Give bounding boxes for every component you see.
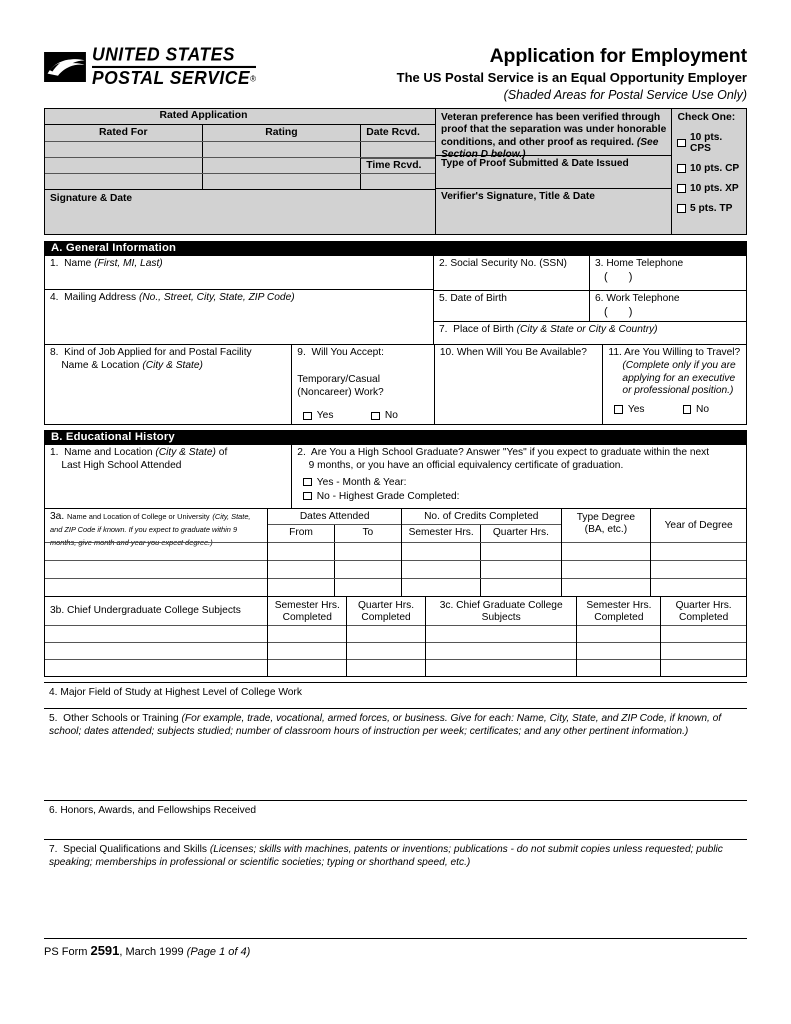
- item8-line1: Kind of Job Applied for and Postal Facility: [64, 347, 252, 358]
- checkbox-10pts-cps[interactable]: [672, 132, 746, 154]
- college-name-input-3[interactable]: [45, 578, 267, 596]
- item5-hint: (For example, trade, vocational, armed forces, or business. Give for each: Name, City, State, and ZIP Code, if known, of school; dates attended; subjects studied; number of classroom hours of instruction per week; certificates; and any other pertinent information.): [49, 713, 722, 737]
- col-rating: Rating: [203, 125, 362, 141]
- type-degree-input-1[interactable]: [562, 542, 651, 560]
- item11-no-option[interactable]: [683, 404, 710, 415]
- signature-date-field[interactable]: [45, 190, 435, 234]
- col-undergrad-quarter: [347, 597, 426, 676]
- checkbox-10pts-xp[interactable]: [672, 183, 746, 194]
- item9-label: Will You Accept:: [311, 347, 384, 358]
- item6-label: 6. Honors, Awards, and Fellowships Received: [49, 805, 257, 816]
- item11-yesno-group: [603, 404, 746, 415]
- checkbox-icon[interactable]: [677, 204, 686, 213]
- item4-hint: (No., Street, City, State, ZIP Code): [138, 292, 295, 303]
- item9-number: 9.: [297, 347, 306, 358]
- veteran-note-section-ref: (See Section D below.): [441, 136, 659, 160]
- field-ssn[interactable]: [434, 256, 590, 290]
- graduate-semester-input-1[interactable]: [577, 625, 660, 642]
- b-item1-line1b: of: [218, 447, 228, 458]
- to-input-3[interactable]: [335, 579, 401, 596]
- col-rated-for: Rated For: [45, 125, 203, 141]
- page-header: [44, 40, 747, 108]
- item7-hint: (Licenses; skills with machines, patents or inventions; publications - do not submit copies unless requested; public speaking; memberships in professional or scientific societies; typing or shorthand speed, etc.): [49, 844, 723, 868]
- item3-label: 3. Home Telephone: [595, 258, 684, 269]
- checkbox-icon[interactable]: [303, 412, 312, 421]
- col-to: To: [362, 527, 374, 538]
- col-graduate-quarter: [661, 597, 746, 676]
- page-subtitle: The US Postal Service is an Equal Opportunity Employer: [396, 70, 747, 86]
- table-college-subjects-3b-3c: [44, 597, 747, 677]
- graduate-subject-input-1[interactable]: [426, 625, 577, 642]
- item8-hint: (City & State): [142, 359, 203, 371]
- eagle-icon: [44, 52, 86, 82]
- field-will-you-accept[interactable]: [292, 345, 435, 424]
- form-footer: [44, 938, 747, 958]
- graduate-semester-line2: Completed: [594, 612, 644, 624]
- item9-no-label: No: [384, 410, 398, 422]
- graduate-semester-input-2[interactable]: [577, 642, 660, 659]
- check-one-label: Check One:: [677, 112, 736, 123]
- veteran-preference-block: [436, 109, 672, 234]
- field-willing-to-travel[interactable]: [603, 345, 746, 424]
- rated-for-input-2[interactable]: [45, 158, 203, 173]
- year-of-degree-header: Year of Degree: [664, 520, 733, 531]
- item6-label: 6. Work Telephone: [595, 293, 680, 304]
- b-item2-no-label: No - Highest Grade Completed:: [316, 490, 460, 502]
- checkbox-icon[interactable]: [677, 184, 686, 193]
- item7-number: 7.: [439, 324, 448, 335]
- to-input-1[interactable]: [335, 543, 401, 560]
- item4-number: 4.: [50, 292, 59, 303]
- semester-hrs-input-1[interactable]: [402, 543, 481, 560]
- graduate-quarter-input-2[interactable]: [661, 642, 746, 659]
- item11-yes-option[interactable]: [614, 404, 644, 415]
- graduate-semester-input-3[interactable]: [577, 659, 660, 676]
- item2-label: 2. Social Security No. (SSN): [439, 258, 567, 269]
- item3b-label: 3b. Chief Undergraduate College Subjects: [50, 604, 241, 616]
- b-item2-no-option[interactable]: [292, 491, 746, 502]
- item9-no-option[interactable]: [371, 410, 398, 421]
- quarter-hrs-input-2[interactable]: [481, 561, 560, 578]
- item11-number: 11.: [608, 347, 622, 358]
- graduate-quarter-line1: Quarter Hrs.: [675, 600, 732, 611]
- quarter-hrs-input-3[interactable]: [481, 579, 560, 596]
- type-of-proof-field[interactable]: [436, 156, 671, 189]
- undergrad-quarter-line1: Quarter Hrs.: [358, 600, 415, 611]
- year-of-degree-input-3[interactable]: [651, 578, 746, 596]
- item1-number: 1.: [50, 258, 59, 269]
- item9-line2: (Noncareer) Work?: [297, 386, 384, 398]
- from-input-3[interactable]: [268, 579, 334, 596]
- field-major-field-of-study[interactable]: [44, 682, 747, 708]
- undergrad-semester-line2: Completed: [282, 612, 332, 624]
- item7-label: Place of Birth: [453, 324, 514, 335]
- from-input-2[interactable]: [268, 561, 334, 578]
- checkbox-10pts-cps-label: 10 pts. CPS: [689, 132, 723, 154]
- graduate-semester-line1: Semester Hrs.: [586, 600, 652, 611]
- item3c-header: 3c. Chief Graduate College Subjects: [439, 600, 563, 624]
- graduate-subject-input-3[interactable]: [426, 659, 577, 676]
- from-input-1[interactable]: [268, 543, 334, 560]
- graduate-quarter-line2: Completed: [678, 612, 729, 624]
- row-section-b-1: [44, 445, 747, 509]
- table-college-3a: [44, 509, 747, 597]
- undergrad-quarter-input-1[interactable]: [347, 625, 425, 642]
- col-quarter-hrs: Quarter Hrs.: [492, 527, 549, 538]
- col-graduate-semester: [577, 597, 661, 676]
- b-item2-line2: 9 months, or you have an official equivalency certificate of graduation.: [308, 459, 624, 471]
- item1-hint: (First, MI, Last): [94, 258, 163, 269]
- col-semester-hrs: Semester Hrs.: [402, 525, 481, 542]
- semester-hrs-input-2[interactable]: [402, 561, 481, 578]
- item9-yes-option[interactable]: [303, 410, 333, 421]
- undergrad-quarter-input-2[interactable]: [347, 642, 425, 659]
- item11-label: Are You Willing to Travel?: [624, 347, 741, 358]
- item8-line2: Name & Location: [61, 359, 140, 371]
- checkbox-icon[interactable]: [371, 412, 380, 421]
- footer-date: , March 1999: [119, 946, 184, 958]
- undergrad-semester-header: [268, 597, 346, 625]
- item5-number: 5.: [49, 713, 58, 724]
- col-from: From: [268, 525, 334, 542]
- b-item2-number: 2.: [297, 447, 306, 458]
- field-when-available[interactable]: [435, 345, 604, 424]
- item5-label: Other Schools or Training: [63, 713, 179, 724]
- col-undergrad-semester: [268, 597, 347, 676]
- type-degree-header: [562, 509, 651, 542]
- field-kind-of-job[interactable]: [45, 345, 292, 424]
- item9-line1: Temporary/Casual: [297, 373, 380, 385]
- col-college-name-header: [45, 509, 267, 547]
- year-of-degree-input-1[interactable]: [651, 542, 746, 560]
- rating-input-3[interactable]: [203, 174, 362, 189]
- checkbox-icon[interactable]: [683, 405, 692, 414]
- registered-mark-icon: ®: [250, 73, 257, 84]
- college-name-input-2[interactable]: [45, 560, 267, 578]
- form-sheet: [44, 40, 747, 958]
- check-one-block: [672, 109, 746, 234]
- dates-attended-header: Dates Attended: [268, 509, 401, 525]
- rated-application-left: [45, 109, 436, 234]
- section-a-right: [434, 256, 746, 344]
- checkbox-10pts-xp-label: 10 pts. XP: [689, 183, 739, 194]
- home-phone-parens: ( ): [604, 270, 642, 283]
- field-honors-awards[interactable]: [44, 800, 747, 839]
- col-year-of-degree: [651, 509, 746, 596]
- section-a-body: [44, 256, 747, 345]
- field-home-telephone[interactable]: [590, 256, 746, 290]
- undergrad-semester-input-2[interactable]: [268, 642, 346, 659]
- undergrad-subject-input-1[interactable]: [45, 625, 267, 642]
- b-item1-number: 1.: [50, 447, 59, 458]
- item7-label: Special Qualifications and Skills: [63, 844, 208, 855]
- item10-label: 10. When Will You Be Available?: [439, 347, 587, 358]
- checkbox-10pts-cp-label: 10 pts. CP: [689, 163, 740, 174]
- section-a-left: [45, 256, 434, 344]
- undergrad-subject-input-2[interactable]: [45, 642, 267, 659]
- undergrad-semester-input-3[interactable]: [268, 659, 346, 676]
- graduate-subject-input-2[interactable]: [426, 642, 577, 659]
- col-dates-attended: [268, 509, 402, 596]
- to-input-2[interactable]: [335, 561, 401, 578]
- item3a-number: 3a.: [50, 511, 65, 522]
- veteran-note-text: Veteran preference has been verified through proof that the separation was under honorable conditions, and other proof as required.: [441, 112, 667, 148]
- veteran-note: [436, 109, 671, 160]
- undergrad-quarter-header: [347, 597, 425, 625]
- field-high-school-graduate[interactable]: [292, 445, 746, 508]
- col-undergrad-subjects: [45, 597, 268, 676]
- header-titles: [397, 40, 747, 104]
- type-degree-line2: (BA, etc.): [584, 524, 628, 536]
- item3a-label: Name and Location of College or University: [67, 512, 210, 521]
- time-rcvd-input[interactable]: [361, 174, 435, 189]
- item5-label: 5. Date of Birth: [439, 293, 507, 304]
- checkbox-5pts-tp-label: 5 pts. TP: [689, 203, 733, 214]
- verifier-signature-field[interactable]: [436, 189, 671, 234]
- usps-wordmark: [92, 43, 257, 88]
- graduate-semester-header: [577, 597, 660, 625]
- checkbox-10pts-cp[interactable]: [672, 163, 746, 174]
- item11-hint: (Complete only if you are applying for an executive or professional position.): [622, 359, 736, 397]
- type-degree-input-2[interactable]: [562, 560, 651, 578]
- item9-yesno-group: [292, 410, 434, 421]
- undergrad-subject-input-3[interactable]: [45, 659, 267, 676]
- checkbox-icon[interactable]: [614, 405, 623, 414]
- shaded-areas-note: (Shaded Areas for Postal Service Use Only): [503, 88, 747, 103]
- item3b-header: [45, 597, 267, 625]
- row-items-8-11: [44, 345, 747, 425]
- checkbox-icon[interactable]: [303, 478, 312, 487]
- time-rcvd-label: Time Rcvd.: [361, 158, 435, 173]
- undergrad-semester-line1: Semester Hrs.: [274, 600, 340, 611]
- field-other-schools[interactable]: [44, 708, 747, 800]
- section-a-banner: A. General Information: [44, 241, 747, 256]
- item11-yes-label: Yes: [627, 404, 645, 415]
- item7-number: 7.: [49, 844, 58, 855]
- page-title: Application for Employment: [489, 45, 747, 67]
- rated-application-title: Rated Application: [159, 110, 248, 121]
- date-rcvd-input[interactable]: [361, 142, 435, 157]
- b-item2-line1: Are You a High School Graduate? Answer "Yes" if you expect to graduate within the next: [310, 447, 710, 458]
- item4-label: Mailing Address: [64, 292, 137, 303]
- section-b-banner: B. Educational History: [44, 430, 747, 445]
- field-special-qualifications[interactable]: [44, 839, 747, 934]
- work-phone-parens: ( ): [604, 305, 642, 318]
- field-date-of-birth[interactable]: [434, 291, 590, 321]
- rated-for-input-3[interactable]: [45, 174, 203, 189]
- col-type-degree: [562, 509, 652, 596]
- undergrad-semester-input-1[interactable]: [268, 625, 346, 642]
- type-degree-line1: Type Degree: [576, 512, 636, 523]
- item3a-hint: (City, State, and ZIP Code if known. If you expect to graduate within 9 months, give month and year you expect degree.): [50, 512, 251, 547]
- graduate-quarter-input-3[interactable]: [661, 659, 746, 676]
- col-graduate-subjects: [426, 597, 578, 676]
- verifier-signature-label: Verifier's Signature, Title & Date: [441, 191, 595, 202]
- undergrad-quarter-input-3[interactable]: [347, 659, 425, 676]
- item4-label: 4. Major Field of Study at Highest Level of College Work: [49, 687, 302, 698]
- field-work-telephone[interactable]: [590, 291, 746, 321]
- item11-no-label: No: [696, 404, 710, 415]
- field-last-high-school[interactable]: [45, 445, 292, 508]
- checkbox-5pts-tp[interactable]: [672, 203, 746, 214]
- b-item2-yes-option[interactable]: [292, 477, 746, 488]
- semester-hrs-input-3[interactable]: [402, 579, 481, 596]
- item9-yes-label: Yes: [316, 410, 334, 422]
- type-degree-input-3[interactable]: [562, 578, 651, 596]
- rated-for-input-1[interactable]: [45, 142, 203, 157]
- usps-line1: UNITED STATES: [92, 46, 256, 68]
- graduate-quarter-header: [661, 597, 746, 625]
- footer-form-number: 2591: [90, 943, 120, 958]
- credits-completed-header: No. of Credits Completed: [402, 509, 561, 525]
- signature-date-label: Signature & Date: [50, 193, 133, 204]
- b-item1-line1a: Name and Location: [64, 447, 153, 458]
- type-of-proof-label: Type of Proof Submitted & Date Issued: [441, 158, 629, 169]
- b-item1-hint: (City & State): [155, 447, 216, 458]
- item1-label: Name: [64, 258, 92, 269]
- b-item1-line2: Last High School Attended: [61, 459, 182, 471]
- quarter-hrs-input-1[interactable]: [481, 543, 560, 560]
- footer-page: (Page 1 of 4): [186, 946, 251, 958]
- rating-input-2[interactable]: [203, 158, 362, 173]
- undergrad-quarter-line2: Completed: [361, 612, 411, 624]
- item8-number: 8.: [50, 347, 59, 358]
- rated-application-block: [44, 108, 747, 235]
- checkbox-icon[interactable]: [677, 139, 686, 148]
- college-name-input-1[interactable]: [45, 542, 267, 560]
- usps-line2: POSTAL SERVICE®: [92, 66, 257, 88]
- field-name[interactable]: [45, 256, 433, 290]
- year-of-degree-input-2[interactable]: [651, 560, 746, 578]
- field-mailing-address[interactable]: [45, 290, 433, 342]
- col-credits-completed: [402, 509, 562, 596]
- date-rcvd-label: Date Rcvd.: [366, 127, 420, 138]
- col-college-name: [45, 509, 268, 596]
- b-item2-yes-label: Yes - Month & Year:: [316, 476, 407, 488]
- field-place-of-birth[interactable]: [434, 322, 746, 344]
- graduate-quarter-input-1[interactable]: [661, 625, 746, 642]
- usps-logo: [44, 40, 256, 87]
- footer-prefix: PS Form: [44, 946, 88, 958]
- checkbox-icon[interactable]: [677, 164, 686, 173]
- checkbox-icon[interactable]: [303, 492, 312, 501]
- item7-hint: (City & State or City & Country): [516, 324, 658, 335]
- rating-input-1[interactable]: [203, 142, 362, 157]
